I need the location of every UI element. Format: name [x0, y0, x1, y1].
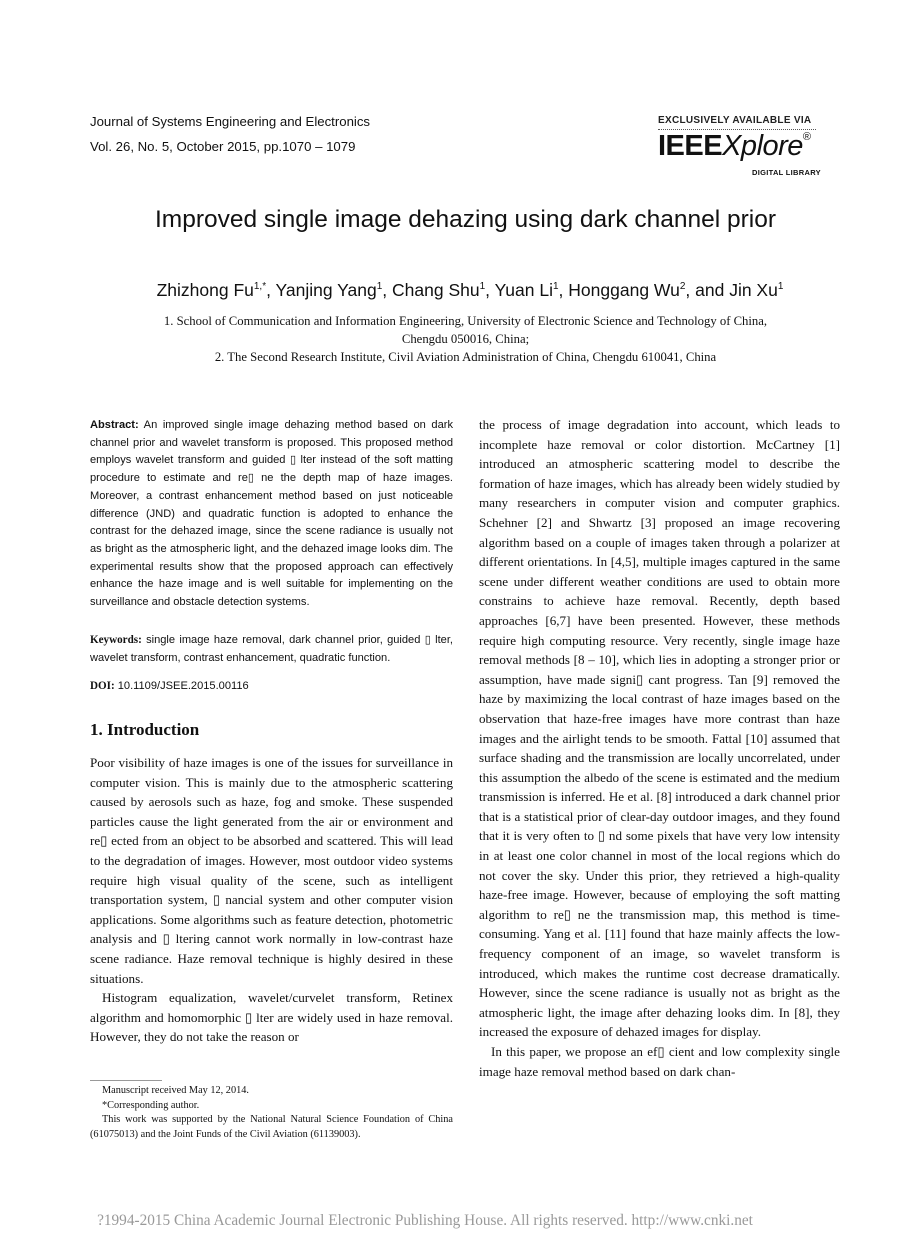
ieee-registered-mark: ®	[802, 131, 812, 143]
introduction-body-right	[479, 415, 840, 1081]
abstract-label: Abstract:	[90, 419, 139, 431]
affiliation-2: 2. The Second Research Institute, Civil Aviation Administration of China, Chengdu 610041, China	[214, 350, 717, 364]
footnote-received: Manuscript received May 12, 2014.	[102, 1085, 249, 1096]
author-separator: ,	[485, 280, 495, 300]
footnote-funding: This work was supported by the National Natural Science Foundation of China (61075013) and the Joint Funds of the Civil Aviation (61139003).	[90, 1114, 453, 1140]
paragraph: Histogram equalization, wavelet/curvelet transform, Retinex algorithm and homomorphic ▯ lter are widely used in haze removal. However, they do not take the reason or	[90, 990, 453, 1045]
author: Chang Shu	[392, 280, 480, 300]
author-affiliation-mark: 1	[479, 281, 486, 293]
author-affiliation-mark: 1	[552, 281, 559, 293]
author-affiliation-mark: 1	[777, 281, 784, 293]
author-affiliation-mark: 1	[376, 281, 383, 293]
paragraph: Poor visibility of haze images is one of the issues for surveillance in computer vision. This is mainly due to the atmospheric scattering caused by aerosols such as haze, fog and smoke. These suspended particles cause the light generated from the air or environment and re▯ ected from an object to be absorbed and scattered. This will lead to the degradation of images. However, most outdoor video systems require high visual quality of the scene, such as intelligent transportation system, ▯ nancial system and other computer vision applications. Some algorithms such as feature detection, photometric analysis and ▯ ltering cannot work normally in low-contrast haze scene radiance. Haze removal technique is highly desired in these situations.	[90, 755, 453, 986]
author: Zhizhong Fu	[156, 280, 254, 300]
paper-title: Improved single image dehazing using dark channel prior	[154, 206, 777, 233]
affiliation-1-line-1: 1. School of Communication and Information Engineering, University of Electronic Science and Technology of China,	[163, 314, 768, 328]
doi[interactable]	[90, 678, 453, 696]
journal-name: Journal of Systems Engineering and Electronics	[90, 114, 371, 129]
author: Jin Xu	[729, 280, 778, 300]
footnotes	[90, 1084, 453, 1142]
author-separator: ,	[266, 280, 276, 300]
doi-label: DOI:	[90, 680, 115, 692]
introduction-body-left	[90, 753, 453, 1047]
ieee-brand: IEEE	[658, 130, 723, 162]
keywords-label: Keywords:	[90, 634, 142, 646]
paragraph: the process of image degradation into account, which leads to incomplete haze removal or color distortion. McCartney [1] introduced an atmospheric scattering model to describe the formation of haze images, which has already been widely studied by many researchers in computer vision and computer graphics. Schehner [2] and Shwartz [3] proposed an image recovering algorithm based on a couple of images taken through a polarizer at different orientations. In [4,5], multiple images captured in the same scene under different weather conditions are used to obtain more constrains to achieve haze removal. Recently, depth based approaches [6,7] have been presented. However, these methods require high computing resource. Very recently, single image haze removal methods [8 – 10], which lies in adopting a stronger prior or assumption, have made signi▯ cant progress. Tan [9] removed the haze by maximizing the local contrast of haze images based on the observation that haze-free images have more contrast than haze images and the airlight tends to be smooth. Fattal [10] assumed that surface shading and the transmission are locally uncorrelated, under this assumption the albedo of the scene is estimated and the medium transmission is inferred. He et al. [8] introduced a dark channel prior that is a statistical prior of clear-day outdoor images, and they found that it is very often to ▯ nd some pixels that have very low intensity in at least one color channel in most of the local regions which do not cover the sky. Under this prior, they retrieved a high-quality haze-free image. However, because of employing the soft matting algorithm to re▯ ne the transmission map, this method is time-consuming. Yang et al. [11] found that haze mainly affects the low-frequency component of an image, so wavelet transform is introduced, which makes the runtime cost decrease dramatically. However, since the scene radiance is usually not as bright as the atmospheric light, the image after dehazing looks dim. In [8], they increased the exposure of dehazed images for display.	[479, 417, 840, 1040]
paragraph: In this paper, we propose an ef▯ cient and low complexity single image haze removal method based on dark chan-	[479, 1044, 840, 1079]
author: Yuan Li	[494, 280, 553, 300]
author-separator: , and	[685, 280, 730, 300]
ieee-wordmark	[658, 132, 838, 161]
author-separator: ,	[558, 280, 569, 300]
ieee-xplore-logo[interactable]	[658, 115, 838, 185]
volume-info: Vol. 26, No. 5, October 2015, pp.1070 – 1079	[90, 139, 356, 154]
author-separator: ,	[382, 280, 393, 300]
affiliation-1-line-2: Chengdu 050016, China;	[401, 332, 530, 346]
author-affiliation-mark: 1,*	[253, 281, 267, 293]
keywords	[90, 632, 453, 667]
ieee-available-text: EXCLUSIVELY AVAILABLE VIA	[658, 115, 812, 126]
doi-value[interactable]: 10.1109/JSEE.2015.00116	[114, 680, 249, 692]
author: Yanjing Yang	[275, 280, 377, 300]
ieee-product: Xplore	[722, 130, 803, 162]
author: Honggang Wu	[568, 280, 680, 300]
abstract	[90, 417, 453, 612]
footnote-divider	[90, 1080, 162, 1081]
ieee-digital-library: DIGITAL LIBRARY	[752, 168, 821, 177]
abstract-text: An improved single image dehazing method based on dark channel prior and wavelet transform is proposed. This proposed method employs wavelet transform and guided ▯ lter instead of the soft matting procedure to estimate and re▯ ne the depth map of haze images. Moreover, a contrast enhancement method based on just noticeable difference (JND) and quadratic function is adopted to enhance the contrast for the dehazed image, since the scene radiance is usually not as bright as the atmospheric light, and the dehazed image looks dim. The experimental results show that the proposed approach can effectively enhance the haze image and is well suitable for implementing on the surveillance and obstacle detection systems.	[90, 419, 453, 609]
keywords-text: single image haze removal, dark channel prior, guided ▯ lter, wavelet transform, contrast enhancement, quadratic function.	[90, 634, 453, 664]
section-heading-introduction: 1. Introduction	[90, 720, 200, 739]
footnote-corresponding: *Corresponding author.	[102, 1099, 200, 1111]
author-list	[0, 280, 921, 301]
author-affiliation-mark: 2	[679, 281, 686, 293]
copyright-watermark: ?1994-2015 China Academic Journal Electronic Publishing House. All rights reserved. http://www.cnki.net	[97, 1212, 753, 1229]
